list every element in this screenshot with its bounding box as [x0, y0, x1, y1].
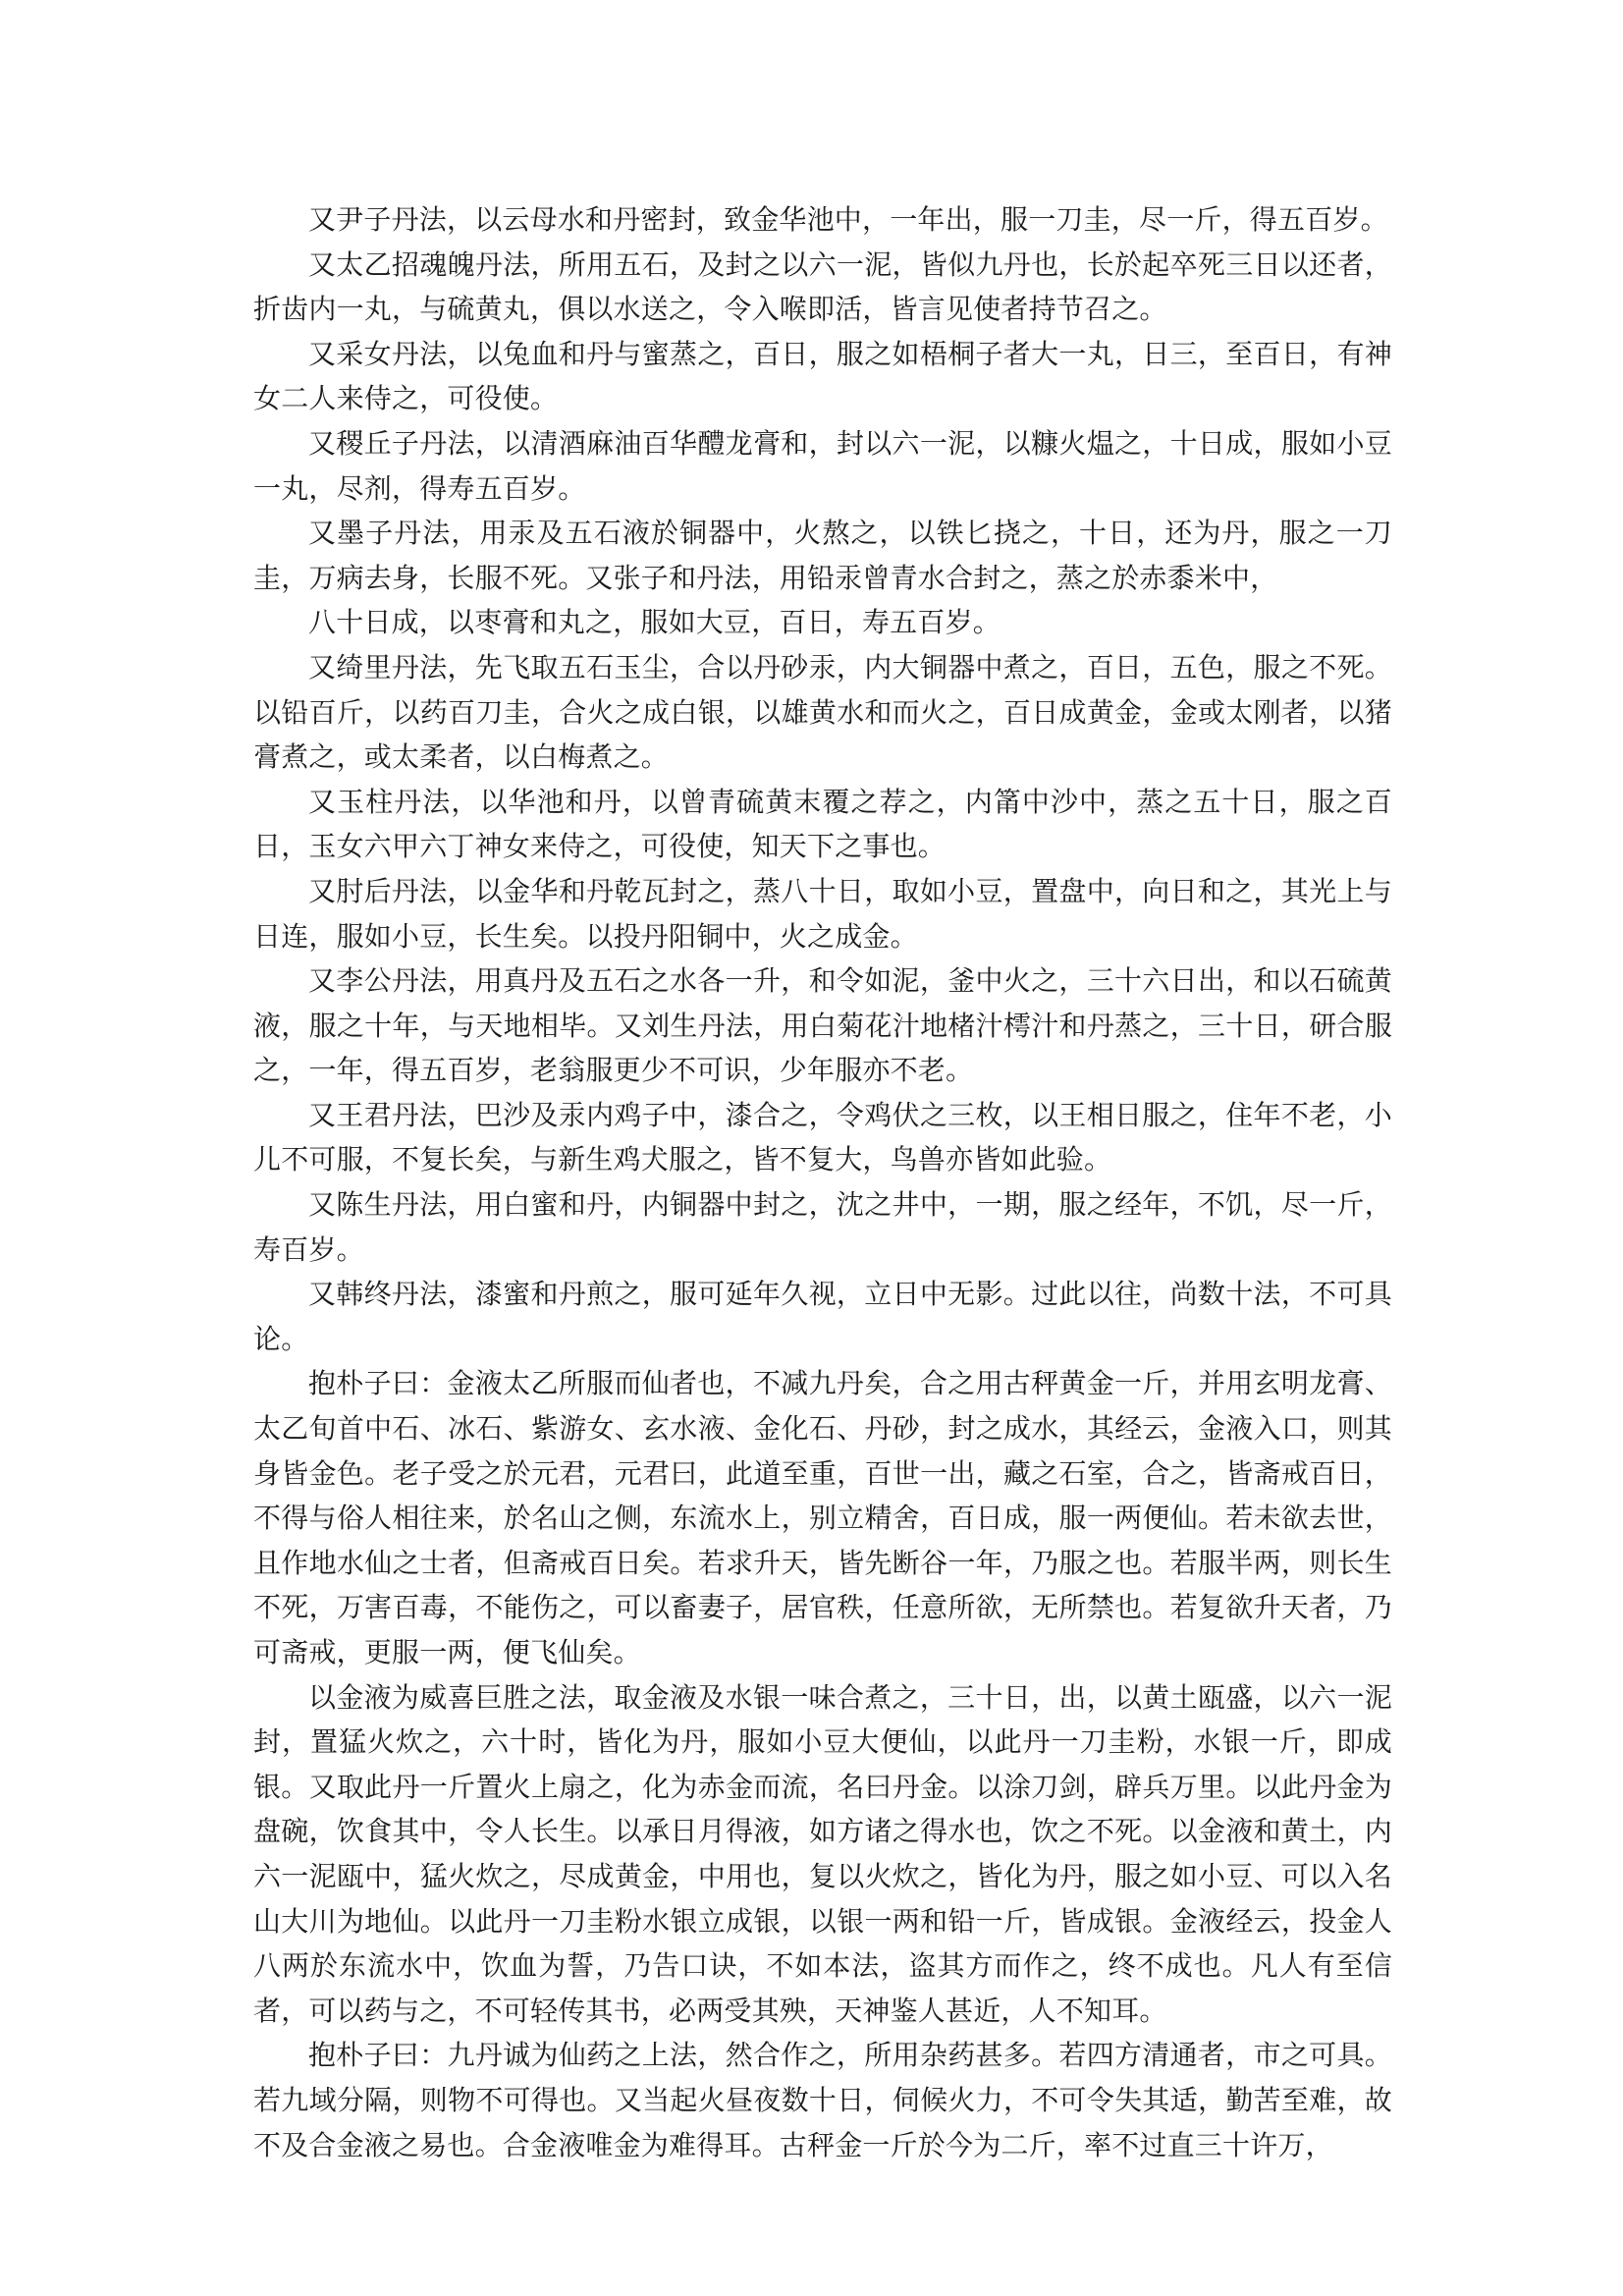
paragraph-15: 以金液为威喜巨胜之法，取金液及水银一味合煮之，三十日，出，以黄土瓯盛，以六一泥封，置猛火炊之，六十时，皆化为丹，服如小豆大便仙，以此丹一刀圭粉，水银一斤，即成银。又取此丹一斤置火上扇之，化为赤金而流，名曰丹金。以涂刀剑，辟兵万里。以此丹金为盘碗，饮食其中，令人长生。以承日月得液，如方诸之得水也，饮之不死。以金液和黄土，内六一泥瓯中，猛火炊之，尽成黄金，中用也，复以火炊之，皆化为丹，服之如小豆、可以入名山大川为地仙。以此丹一刀圭粉水银立成银，以银一两和铅一斤，皆成银。金液经云，投金人八两於东流水中，饮血为誓，乃告口诀，不如本法，盗其方而作之，终不成也。凡人有至信者，可以药与之，不可轻传其书，必两受其殃，天神鉴人甚近，人不知耳。	[253, 1680, 1392, 2027]
paragraph-14: 抱朴子曰：金液太乙所服而仙者也，不减九丹矣，合之用古秤黄金一斤，并用玄明龙膏、太乙旬首中石、冰石、紫游女、玄水液、金化石、丹砂，封之成水，其经云，金液入口，则其身皆金色。老子受之於元君，元君曰，此道至重，百世一出，藏之石室，合之，皆斋戒百日，不得与俗人相往来，於名山之侧，东流水上，别立精舍，百日成，服一两便仙。若未欲去世，且作地水仙之士者，但斋戒百日矣。若求升天，皆先断谷一年，乃服之也。若服半两，则长生不死，万害百毒，不能伤之，可以畜妻子，居官秩，任意所欲，无所禁也。若复欲升天者，乃可斋戒，更服一两，便飞仙矣。	[253, 1367, 1392, 1668]
paragraph-9: 又肘后丹法，以金华和丹乾瓦封之，蒸八十日，取如小豆，置盘中，向日和之，其光上与日连，服如小豆，长生矣。以投丹阳铜中，火之成金。	[253, 874, 1392, 953]
paragraph-7: 又绮里丹法，先飞取五石玉尘，合以丹砂汞，内大铜器中煮之，百日，五色，服之不死。以铅百斤，以药百刀圭，合火之成白银，以雄黄水和而火之，百日成黄金，金或太刚者，以猪膏煮之，或太柔者，以白梅煮之。	[253, 650, 1392, 774]
paragraph-2: 又太乙招魂魄丹法，所用五石，及封之以六一泥，皆似九丹也，长於起卒死三日以还者，折齿内一丸，与硫黄丸，俱以水送之，令入喉即活，皆言见使者持节召之。	[253, 247, 1392, 326]
paragraph-1: 又尹子丹法，以云母水和丹密封，致金华池中，一年出，服一刀圭，尽一斤，得五百岁。	[308, 203, 1388, 236]
paragraph-4: 又稷丘子丹法，以清酒麻油百华醴龙膏和，封以六一泥，以糠火煴之，十日成，服如小豆一丸，尽剂，得寿五百岁。	[253, 426, 1392, 505]
document-body	[253, 197, 1392, 2167]
paragraph-6: 八十日成，以枣膏和丸之，服如大豆，百日，寿五百岁。	[308, 606, 1001, 639]
paragraph-3: 又采女丹法，以兔血和丹与蜜蒸之，百日，服之如梧桐子者大一丸，日三，至百日，有神女二人来侍之，可役使。	[253, 337, 1392, 415]
paragraph-13: 又韩终丹法，漆蜜和丹煎之，服可延年久视，立日中无影。过此以往，尚数十法，不可具论。	[253, 1278, 1392, 1355]
paragraph-11: 又王君丹法，巴沙及汞内鸡子中，漆合之，令鸡伏之三枚，以王相日服之，住年不老，小儿不可服，不复长矣，与新生鸡犬服之，皆不复大，鸟兽亦皆如此验。	[253, 1098, 1392, 1176]
paragraph-16: 抱朴子曰：九丹诚为仙药之上法，然合作之，所用杂药甚多。若四方清通者，市之可具。若九域分隔，则物不可得也。又当起火昼夜数十日，伺候火力，不可令失其适，勤苦至难，故不及合金液之易也。合金液唯金为难得耳。古秤金一斤於今为二斤，率不过直三十许万，	[253, 2039, 1392, 2161]
paragraph-12: 又陈生丹法，用白蜜和丹，内铜器中封之，沈之井中，一期，服之经年，不饥，尽一斤，寿百岁。	[253, 1188, 1392, 1266]
paragraph-8: 又玉柱丹法，以华池和丹，以曾青硫黄末覆之荐之，内筩中沙中，蒸之五十日，服之百日，玉女六甲六丁神女来侍之，可役使，知天下之事也。	[253, 785, 1392, 863]
paragraph-5: 又墨子丹法，用汞及五石液於铜器中，火熬之，以铁匕挠之，十日，还为丹，服之一刀圭，万病去身，长服不死。又张子和丹法，用铅汞曾青水合封之，蒸之於赤黍米中，	[253, 517, 1392, 594]
paragraph-10: 又李公丹法，用真丹及五石之水各一升，和令如泥，釜中火之，三十六日出，和以石硫黄液，服之十年，与天地相毕。又刘生丹法，用白菊花汁地楮汁樗汁和丹蒸之，三十日，研合服之，一年，得五百岁，老翁服更少不可识，少年服亦不老。	[253, 964, 1392, 1087]
